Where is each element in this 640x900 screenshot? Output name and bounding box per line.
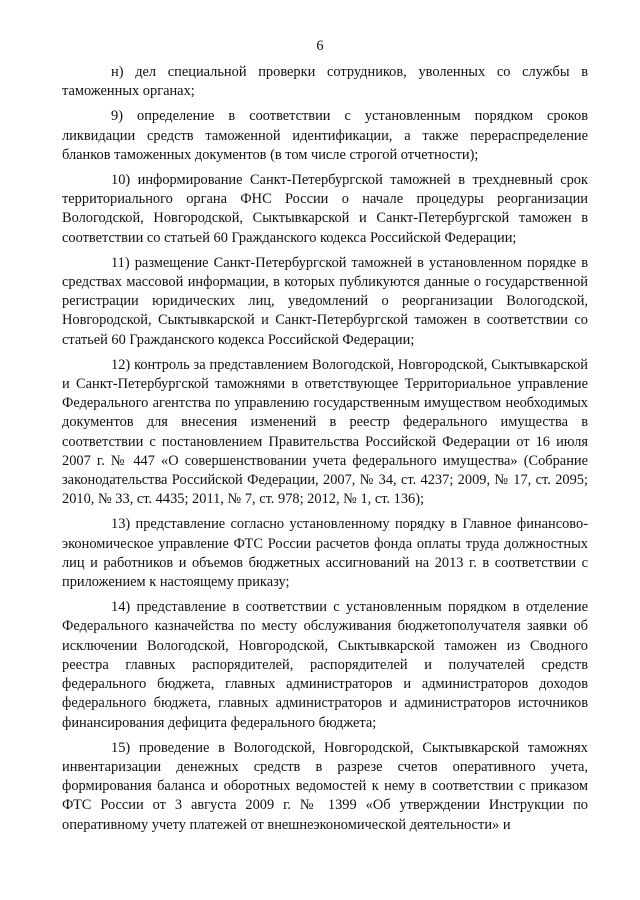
paragraph-14: 14) представление в соответствии с установленным порядком в отделение Федерального казначейства по месту обслуживания бюджетополучателя заявки об исключении Вологодской, Новгородской, Сыктывкарской таможен из Сводного реестра главных распорядителей, распорядителей и получателей средств федерального бюджета, главных администраторов и администраторов доходов федерального бюджета, главных администраторов и администраторов источников финансирования дефицита федерального бюджета; — [62, 599, 588, 731]
document-body — [62, 63, 588, 835]
paragraph-13: 13) представление согласно установленному порядку в Главное финансово-экономическое управление ФТС России расчетов фонда оплаты труда должностных лиц и работников и объемов бюджетных ассигнований на 2013 г. в соответствии с приложением к настоящему приказу; — [62, 516, 588, 591]
paragraph-12: 12) контроль за представлением Вологодской, Новгородской, Сыктывкарской и Санкт-Петербургской таможнями в ответствующее Территориальное управление Федерального агентства по управлению государственным имуществом необходимых документов для внесения изменений в реестр федерального имущества в соответствии с постановлением Правительства Российской Федерации от 16 июля 2007 г. № 447 «О совершенствовании учета федерального имущества» (Собрание законодательства Российской Федерации, 2007, № 34, ст. 4237; 2009, № 17, ст. 2095; 2010, № 33, ст. 4435; 2011, № 7, ст. 978; 2012, № 1, ст. 136); — [62, 356, 588, 508]
page-number: 6 — [316, 38, 324, 54]
paragraph-15: 15) проведение в Вологодской, Новгородской, Сыктывкарской таможнях инвентаризации денежных средств в разрезе счетов оперативного учета, формирования баланса и оборотных ведомостей к нему в соответствии с приказом ФТС России от 3 августа 2009 г. № 1399 «Об утверждении Инструкции по оперативному учету платежей от внешнеэкономической деятельности» и — [62, 739, 588, 833]
paragraph-10: 10) информирование Санкт-Петербургской таможней в трехдневный срок территориального органа ФНС России о начале процедуры реорганизации Вологодской, Новгородской, Сыктывкарской и Санкт-Петербургской таможен в соответствии со статьей 60 Гражданского кодекса Российской Федерации; — [62, 172, 588, 246]
paragraph-11: 11) размещение Санкт-Петербургской таможней в установленном порядке в средствах массовой информации, в которых публикуются данные о государственной регистрации юридических лиц, уведомлений о реорганизации Вологодской, Новгородской, Сыктывкарской и Санкт-Петербургской таможен в соответствии со статьей 60 Гражданского кодекса Российской Федерации; — [62, 254, 588, 348]
paragraph-9: 9) определение в соответствии с установленным порядком сроков ликвидации средств таможенной идентификации, а также перераспределение бланков таможенных документов (в том числе строгой отчетности); — [62, 108, 588, 163]
paragraph-n: н) дел специальной проверки сотрудников, уволенных со службы в таможенных органах; — [62, 64, 588, 100]
